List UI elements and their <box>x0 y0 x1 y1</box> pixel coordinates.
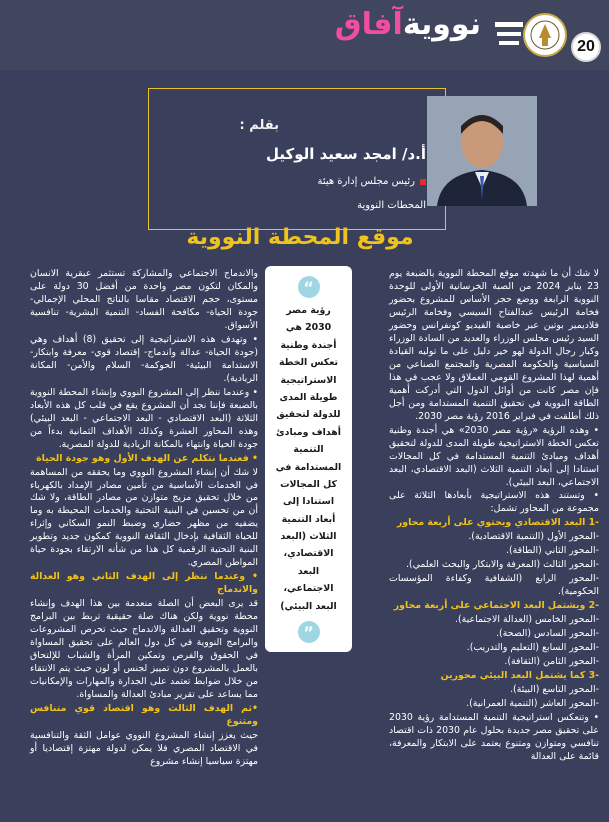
magazine-title-part1: آفاق <box>334 7 403 42</box>
section-heading: • وعندما ننظر إلى الهدف الثاني وهو العدالة والاندماج <box>30 571 258 596</box>
article-column-left <box>30 268 258 770</box>
page-number: 20 <box>571 32 601 62</box>
magazine-title <box>334 7 481 42</box>
paragraph: • وعندما ننظر إلى المشروع النووي وإنشاء المحطة النووية بالضبعة فإننا نجد أن المشروع يقع في قلب كل هذه الأبعاد الثلاثة (البعد الاقتصادي - البعد الاجتماعي - البعد البيئي) وهذه المحاور العشرة وكذلك الأهداف الثمانية بدءاً من جودة الحياة وانتهاء بالمكانة الريادية للدولة المصرية. <box>30 386 258 450</box>
paragraph: حيث يعزز إنشاء المشروع النووي عوامل الثقة والتنافسية في الاقتصاد المصري فلا يمكن لدولة مهتزة إقتصاديا أو مهتزة سياسيا إنشاء مشروع <box>30 729 258 767</box>
role-marker-icon <box>420 179 426 185</box>
author-role-line1: رئيس مجلس إدارة هيئة <box>317 176 415 187</box>
seal-logo <box>493 8 567 62</box>
author-photo <box>427 96 537 206</box>
paragraph: -المحور السابع (التعليم والتدريب). <box>466 642 599 654</box>
paragraph: والاندماج الاجتماعي والمشاركة تستثمر عبقرية الانسان والمكان لتكون مصر واحدة من أفضل 30 دولة على مستوى، حجم الاقتصاد مقاسا بالناتج المحلي الإجمالي- جودة الحياة- مكافحة الفساد- التنمية البشرية- تنافسية الأسواق. <box>30 268 258 331</box>
article-title: موقع المحطة النووية <box>186 225 414 250</box>
section-heading: •ثم الهدف الثالث وهو اقتصاد قوي متنافس ومتنوع <box>30 702 258 727</box>
pull-quote-text: رؤية مصر 2030 هي أجندة وطنية تعكس الخطة الاستراتيجية طويلة المدى للدولة لتحقيق أهداف ومبادئ التنمية المستدامة في كل المجالات استنادا إلى أبعاد التنمية الثلاث (البعد الاقتصادي، البعد الاجتماعي، البعد البيئي) <box>275 305 342 612</box>
paragraph: قد يرى البعض أن الصلة منعدمة بين هذا الهدف وإنشاء محطة نووية ولكن هناك صلة حقيقية تربط بين البرامج النووية وتحقيق العدالة والاندماج حيث تحرص المشروعات والبرامج النووية في كل دول العالم على تحقيق المساواة في الحقوق والفرص وتمكين المرأة والشباب للإلتحاق بالعمل بالمشروع دون تمييز لجنس أو لون حيث يتم الانتقاء من خلال ضوابط تعتمد على الجدارة والمهارات والإمكانيات مما يساعد على تقرير مبادئ العدالة والمساواة. <box>30 598 258 700</box>
paragraph: لا شك أن ما شهدته موقع المحطة النووية بالضبعة يوم 23 يناير 2024 من الصبة الخرسانية الأولى للوحدة النووية الرابعة ووضع حجر الأساس للمشروع بحضور فخامة الرئيس عبدالفتاح السيسي وفخامة الرئيس فلاديمير بوتين عبر خاصية الفيديو كونفرانس وحضور السيد رئيس مجلس الوزراء والعديد من السادة الوزراء وكبار رجال الدولة لهو خير دليل على ما توليه القيادة السياسية والحكومة المصرية والمجتمع الصناعي من أهمية لهذا المشروع القومي العملاق ولا عجب في هذا فإن مصر كانت من أوائل الدول التي أدركت أهمية الطاقة النووية في تحقيق التنمية المستدامة ومن أجل ذلك أطلقت في فبراير 2016 رؤية مصر 2030. <box>389 268 599 422</box>
paragraph: -المحور الأول (التنمية الاقتصادية). <box>468 531 599 543</box>
author-name: أ.د/ امجد سعيد الوكيل <box>265 145 426 163</box>
paragraph: • وهذه الرؤية «رؤية مصر 2030» هي أجندة وطنية تعكس الخطة الاستراتيجية طويلة المدى للدولة لتحقيق أهداف ومبادئ التنمية المستدامة في كل المجالات استنادا إلى أبعاد التنمية الثلاث (البعد الاقتصادي، البعد الاجتماعي، البعد البيئي). <box>389 424 600 488</box>
section-heading: -2 ويشتمل البعد الاجتماعي على أربعة محاور <box>393 600 599 612</box>
paragraph: • وتستند هذه الاستراتيجية بأبعادها الثلاثة على مجموعة من المحاور تشمل: <box>389 490 599 515</box>
paragraph: -المحور الثامن (الثقافة). <box>504 656 599 668</box>
paragraph: • وتنعكس استراتيجية التنمية المستدامة رؤية 2030 على تحقيق مصر جديدة بحلول عام 2030 ذات اقتصاد تنافسي ومتوازن ومتنوع يعتمد على الابتكار والمعرفة، قائمة على العدالة <box>389 711 599 762</box>
pull-quote <box>265 266 352 652</box>
paragraph: -المحور التاسع (البيئة). <box>510 684 599 696</box>
byline: بقلم : <box>239 118 279 133</box>
section-heading: • فعندما نتكلم عن الهدف الأول وهو جودة الحياة <box>36 452 258 464</box>
paragraph: -المحور الثاني (الطاقة). <box>505 545 599 557</box>
section-heading: -1 البعد الاقتصادي ويحتوي على أربعة محاور <box>396 517 599 529</box>
paragraph: • وتهدف هذه الاستراتيجية إلى تحقيق (8) أهداف وهي (جودة الحياة- عدالة واندماج- إقتصاد قوي- معرفة وابتكار- الاستدامة البيئية- الحوكمة- السلام والأمن- المكانة الريادية). <box>30 333 258 384</box>
author-role <box>317 176 426 187</box>
quote-mark-icon: “ <box>298 276 320 298</box>
paragraph: -المحور الرابع (الشفافية وكفاءة المؤسسات الحكومية). <box>389 573 599 598</box>
author-role-line2: المحطات النووية <box>357 200 426 211</box>
magazine-title-part2: نووية <box>402 7 481 42</box>
paragraph: -المحور الخامس (العدالة الاجتماعية). <box>455 614 599 626</box>
paragraph: -المحور الثالث (المعرفة والابتكار والبحث العلمي). <box>405 559 599 571</box>
paragraph: لا شك أن إنشاء المشروع النووي وما يحققه من المساهمة في الخدمات الأساسية من تأمين مصادر الإمداد بالكهرباء من خلال تحقيق مزيج متوازن من مصادر الطاقة، ولا شك أن من تحسين في البنية التحتية والخدمات المحيطة به وما يضفيه من مظهر حضاري وضبط النمو السكاني وإثراء للحياة الثقافية بإدخال الثقافة النووية كمكون جديد وتطوير البنية التحتية الرقمية كل هذا من شأنه الارتقاء بجودة حياة المواطن المصري. <box>30 466 258 569</box>
paragraph: -المحور السادس (الصحة). <box>496 628 599 640</box>
paragraph: -المحور العاشر (التنمية العمرانية). <box>466 698 599 709</box>
quote-mark-icon: ” <box>298 621 320 643</box>
section-heading: -3 كما يشتمل البعد البيئي محورين <box>440 670 599 682</box>
article-column-right <box>389 268 599 765</box>
